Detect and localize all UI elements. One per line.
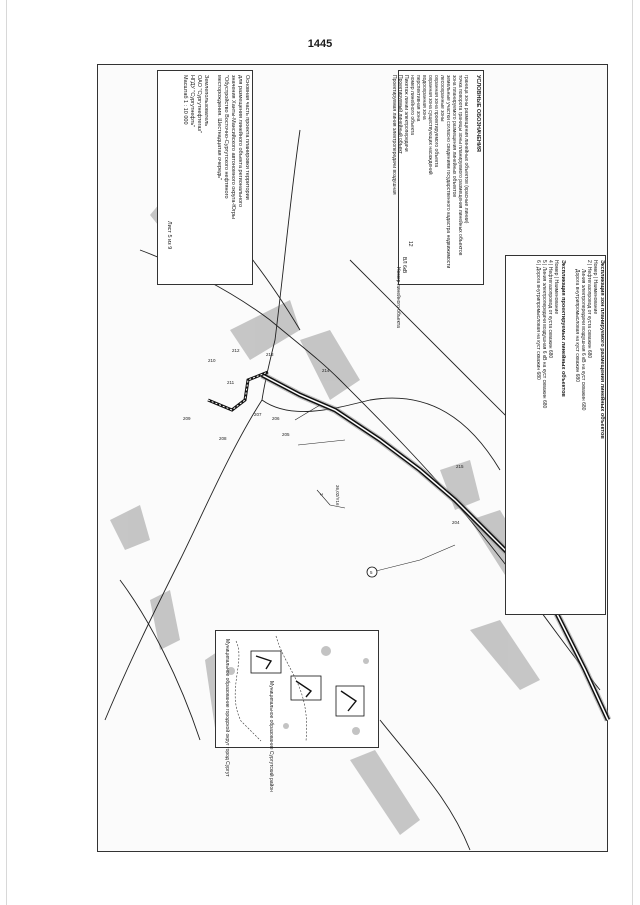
row-line: Линия электропередачи воздушная 6 кВ на куст скважин 680 [580,269,586,411]
point-label: 212 [232,348,240,353]
distance-label: 36,02/Y16 [335,485,340,506]
legend-picket: ВЛ 6кВ [401,257,407,274]
zone-number-label: 2 [319,493,324,496]
point-label: 210 [208,358,216,363]
row-number: 4 [547,260,553,263]
point-label: 215 [456,464,464,469]
zones-row: 2 | Нефтегазопровод от куста скважин 680 [586,260,592,359]
row-number: 5 [541,260,547,263]
legend-item: Проектируемая линия электропередачи воздушная [391,75,397,195]
header-num: Номер [592,260,598,276]
legend-item: Пикетаж линии электропередачи [403,75,409,152]
point-label: 211 [227,380,235,385]
row-number: 2 [586,260,592,263]
objects-title: Экспликация проектируемых линейных объектов [560,260,566,397]
row-line: Дорога внутрипромысловая на куст скважин 680 [574,269,580,382]
title-block [157,70,253,285]
legend-item: лесоохранные зоны [439,75,445,122]
title-line: Основная часть проекта планировки территории [244,75,250,200]
legend-point-number: 12 [407,241,413,247]
legend-item: охранная зона проектируемого объекта [433,75,439,168]
page-number: 1445 [307,38,333,50]
inset-label-district: Муниципальное образование Сургутский район [268,681,274,792]
legend-items [391,75,469,268]
point-label: 208 [219,436,227,441]
title-line: значения Ханты-Мансийского автономного округа-Югры [230,75,236,219]
point-label: 207 [254,412,262,417]
title-line: месторождения. Шестнадцатая очередь" [216,75,222,180]
inset-canvas [216,631,378,747]
header-name: Наименование [553,279,559,315]
row-number: 6 [535,260,541,263]
inset-map [215,630,379,792]
title-line: для размещения линейного объекта регионального [237,75,243,207]
legend-item: граница зоны размещения линейных объектов (красные линии) [463,75,469,224]
row-line: Нефтегазопровод от куста скважин 680 [586,266,592,359]
point-label: 205 [282,432,290,437]
legend-line-label: Номер линейного объекта [395,267,401,328]
point-label: 209 [183,416,191,421]
legend-item: охранная зона существующих насаждений [427,75,433,175]
legend-item: точка поворота границы зоны планируемого размещения линейных объектов [457,75,463,256]
point-label: 213 [266,352,274,357]
legend-item: земельные участки согласно сведениям государственного кадастра недвижимости [445,75,451,269]
tables-content [535,260,605,610]
sheet-number: Лист 5 из 9 [166,221,172,250]
scale-text: Масштаб 1 : 10 000 [182,75,188,125]
objects-row: 6 | Дорога внутрипромысловая на куст скважин 680 [535,260,541,380]
header-name: Наименование [592,279,598,315]
point-label: 206 [272,416,280,421]
client-label: Землепользователь [203,75,209,127]
legend-item: водоохранная зона [421,75,427,120]
point-label: 214 [322,368,330,373]
row-name: Нефтегазопровод от куста скважин 680 [547,266,553,359]
legend-item: номер линейного объекта [409,75,415,136]
objects-row: 4 | Нефтегазопровод от куста скважин 680 [547,260,553,359]
zones-header: Номер | Наименование [592,260,598,315]
inset-label-city: Муниципальное образование городской округ город Сургут [224,639,230,777]
objects-header: Номер | Наименование [553,260,559,315]
legend [391,70,484,328]
title-block-text [181,75,250,219]
row-name: Линия электропередачи воздушная 6 кВ на куст скважин 680 [541,266,547,409]
legend-item: Проектируемый линейный объект [397,75,403,154]
legend-title: УСЛОВНЫЕ ОБОЗНАЧЕНИЯ [475,75,481,152]
header-num: Номер [553,260,559,276]
client-division: НГДУ "Сургутнефть" [189,75,195,128]
point-label: 204 [452,520,460,525]
circle-number: 5 [370,570,373,575]
title-line: "Обустройство Восточно-Сургутского нефтяного [223,75,229,199]
tables-block [505,255,606,615]
legend-item: перспективная зона [415,75,421,122]
client-name: ОАО "Сургутнефтегаз" [196,75,202,133]
zones-title: Экспликация зон планируемого размещения линейных объектов [599,260,605,439]
objects-row: 5 | Линия электропередачи воздушная 6 кВ на куст скважин 680 [541,260,547,409]
row-name: Дорога внутрипромысловая на куст скважин 680 [535,266,541,380]
legend-item: зона планируемого размещения линейных объектов [451,75,457,198]
